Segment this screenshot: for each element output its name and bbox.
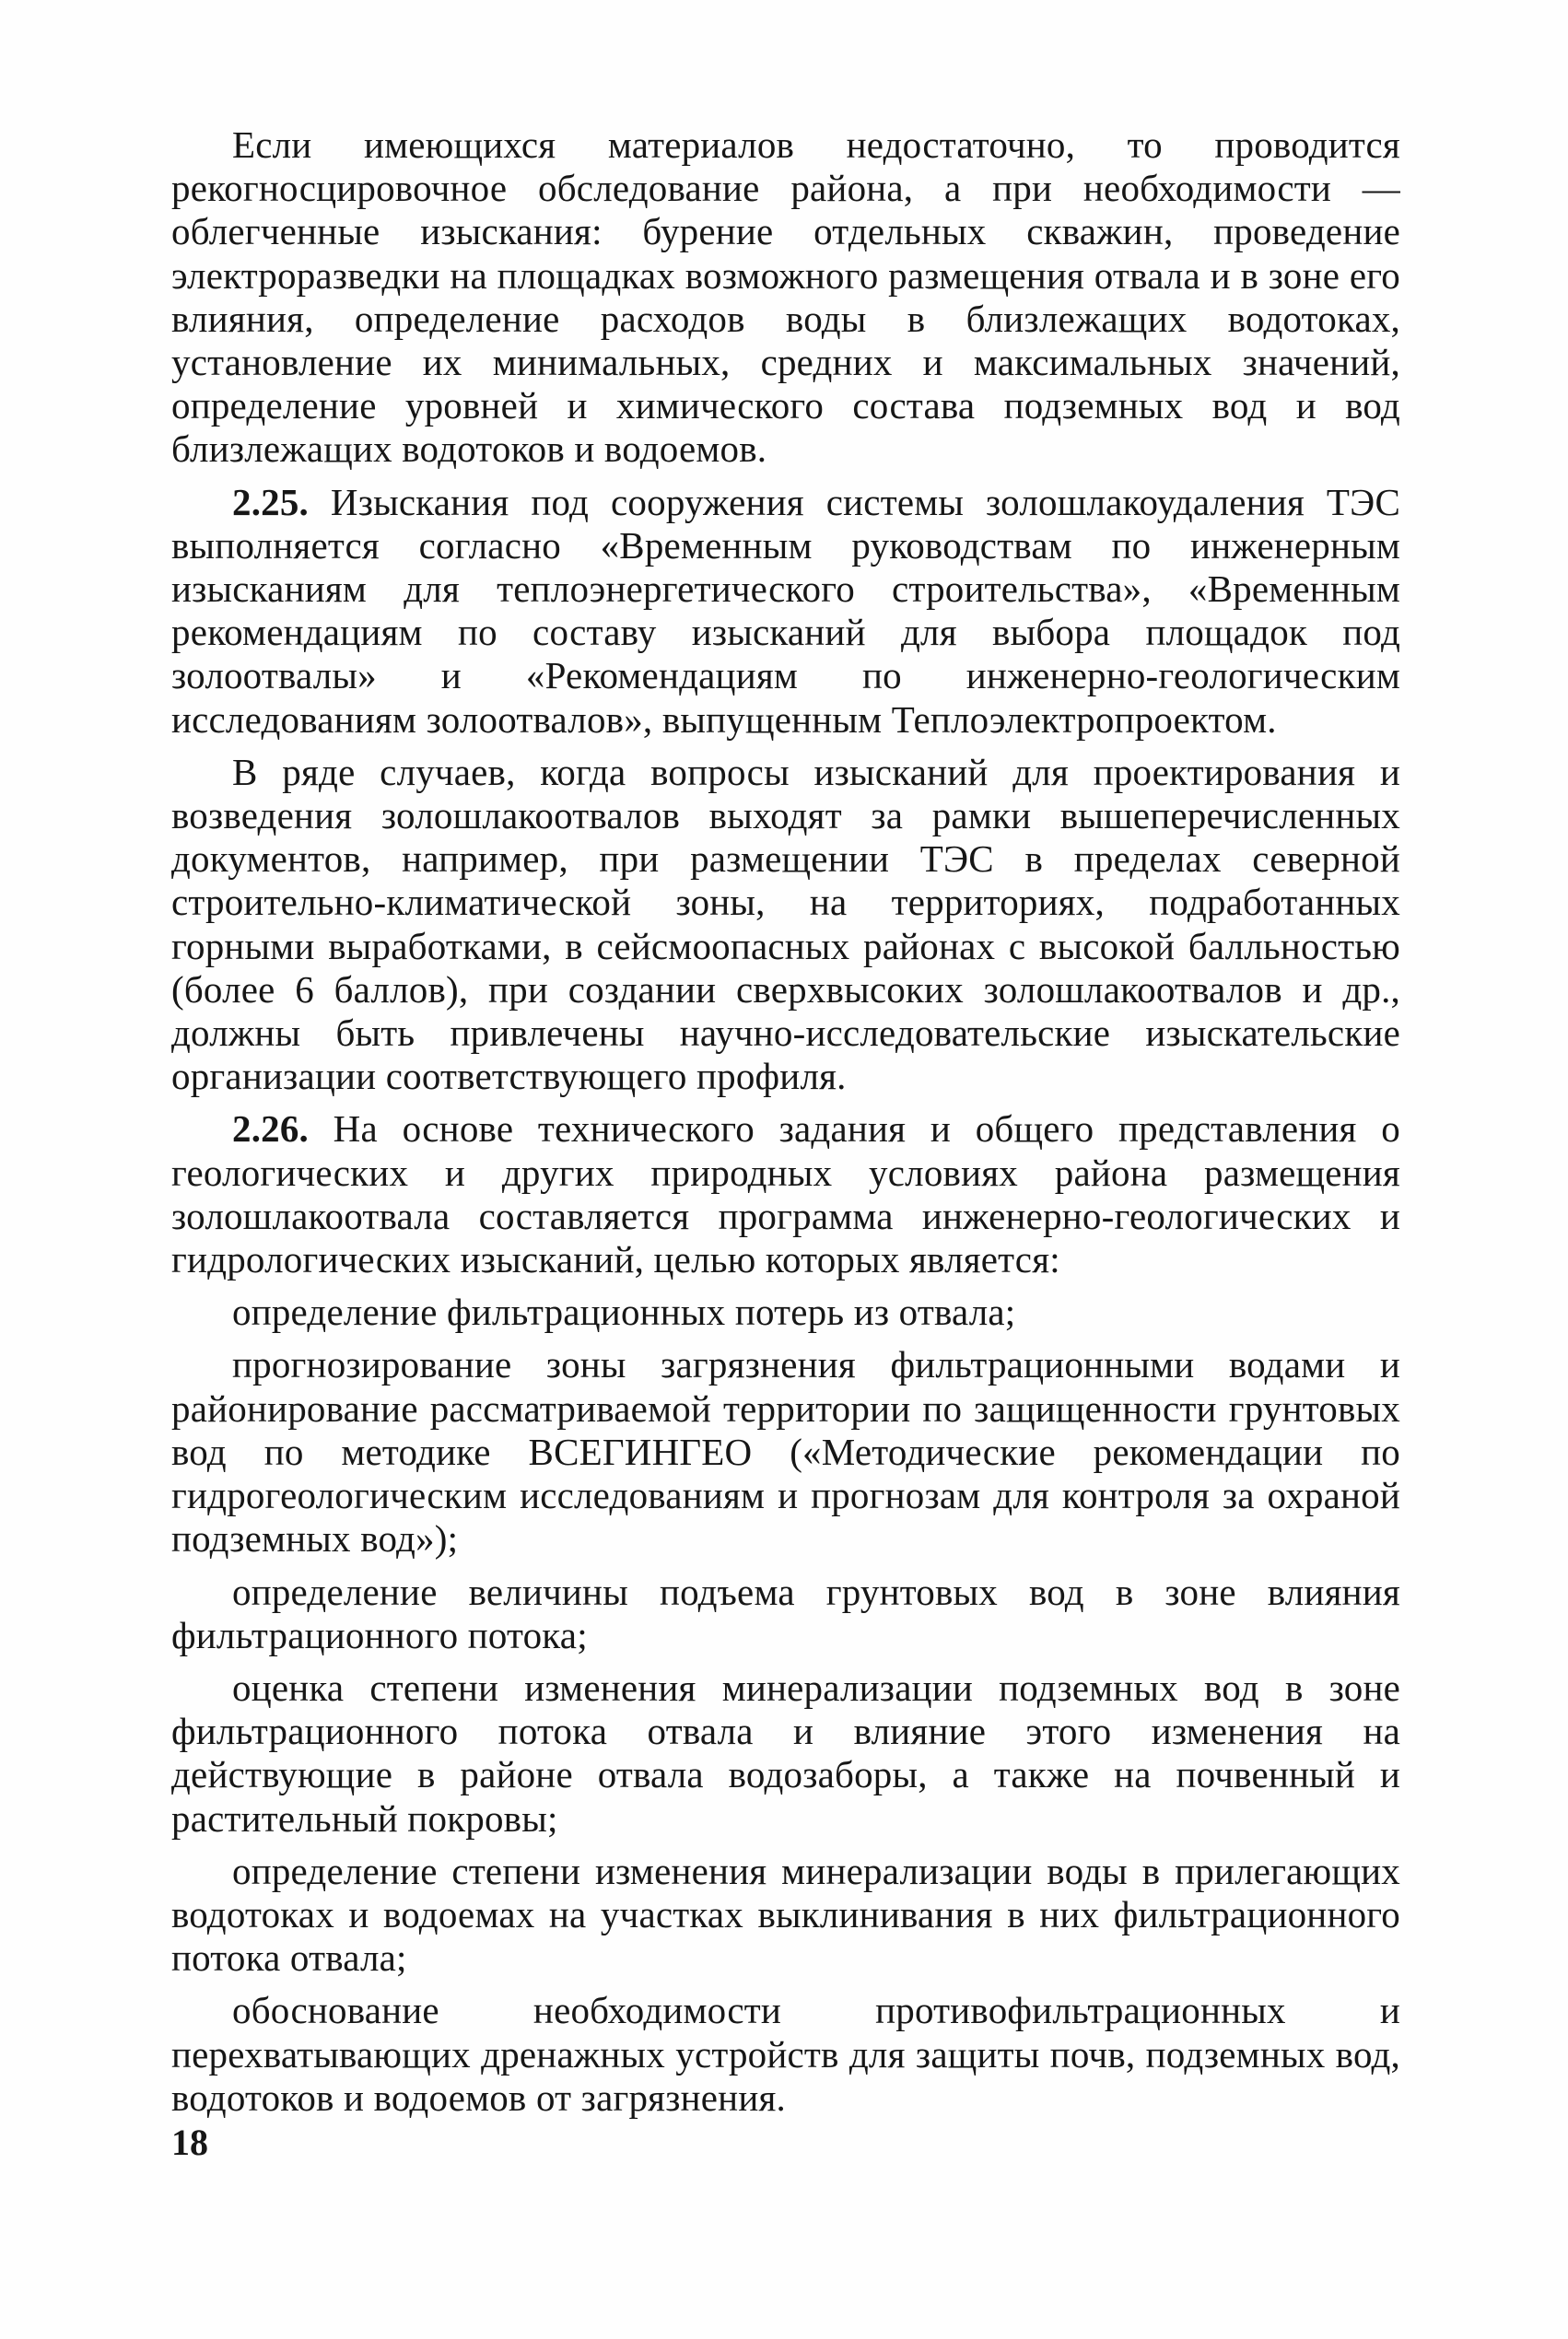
body-text [171, 123, 1400, 2120]
list-item-text: обоснование необходимости противофильтрационных и перехватывающих дренажных устройств для защиты почв, подземных вод, водотоков и водоемов от загрязнения. [171, 1989, 1400, 2119]
list-item [171, 1571, 1400, 1657]
paragraph-materials [171, 123, 1400, 472]
list-item [171, 1989, 1400, 2120]
list-item [171, 1850, 1400, 1981]
list-item [171, 1343, 1400, 1561]
paragraph-text: На основе технического задания и общего представления о геологических и других природных условиях района размещения золошлакоотвала составляется программа инженерно-геологических и гидрологических изысканий, целью которых является: [171, 1107, 1400, 1281]
paragraph-text: Изыскания под сооружения системы золошлакоудаления ТЭС выполняется согласно «Временным руководствам по инженерным изысканиям для теплоэнергетического строительства», «Временным рекомендациям по составу изысканий для выбора площадок под золоотвалы» и «Рекомендациям по инженерно-геологическим исследованиям золоотвалов», выпущенным Теплоэлектропроектом. [171, 480, 1400, 741]
paragraph-2-25 [171, 481, 1400, 742]
paragraph-2-26 [171, 1107, 1400, 1281]
paragraph-text: В ряде случаев, когда вопросы изысканий для проектирования и возведения золошлакоотвалов выходят за рамки вышеперечисленных документов, например, при размещении ТЭС в пределах северной строительно-климатической зоны, на территориях, подработанных горными выработками, в сейсмоопасных районах с высокой балльностью (более 6 баллов), при создании сверхвысоких золошлакоотвалов и др., должны быть привлечены научно-исследовательские изыскательские организации соответствующего профиля. [171, 750, 1400, 1098]
page-number: 18 [171, 2122, 208, 2163]
list-item-text: определение величины подъема грунтовых вод в зоне влияния фильтрационного потока; [171, 1570, 1400, 1656]
list-item [171, 1667, 1400, 1841]
section-number: 2.26. [232, 1107, 309, 1151]
list-item-text: прогнозирование зоны загрязнения фильтрационными водами и районирование рассматриваемой территории по защищенности грунтовых вод по методике ВСЕГИНГЕО («Методические рекомендации по гидрогеологическим исследованиям и прогнозам для контроля за охраной подземных вод»); [171, 1343, 1400, 1561]
list-item-text: оценка степени изменения минерализации подземных вод в зоне фильтрационного потока отвала и влияние этого изменения на действующие в районе отвала водозаборы, а также на почвенный и растительный покровы; [171, 1666, 1400, 1840]
paragraph-text: Если имеющихся материалов недостаточно, то проводится рекогносцировочное обследование района, а при необходимости — облегченные изыскания: бурение отдельных скважин, проведение электроразведки на площадках возможного размещения отвала и в зоне его влияния, определение расходов воды в близлежащих водотоках, установление их минимальных, средних и максимальных значений, определение уровней и химического состава подземных вод и вод близлежащих водотоков и водоемов. [171, 123, 1400, 471]
list-item-text: определение степени изменения минерализации воды в прилегающих водотоках и водоемах на участках выклинивания в них фильтрационного потока отвала; [171, 1849, 1400, 1980]
list-item-text: определение фильтрационных потерь из отвала; [232, 1291, 1016, 1334]
paragraph-special-cases [171, 751, 1400, 1099]
section-number: 2.25. [232, 480, 309, 523]
list-item [171, 1291, 1400, 1334]
